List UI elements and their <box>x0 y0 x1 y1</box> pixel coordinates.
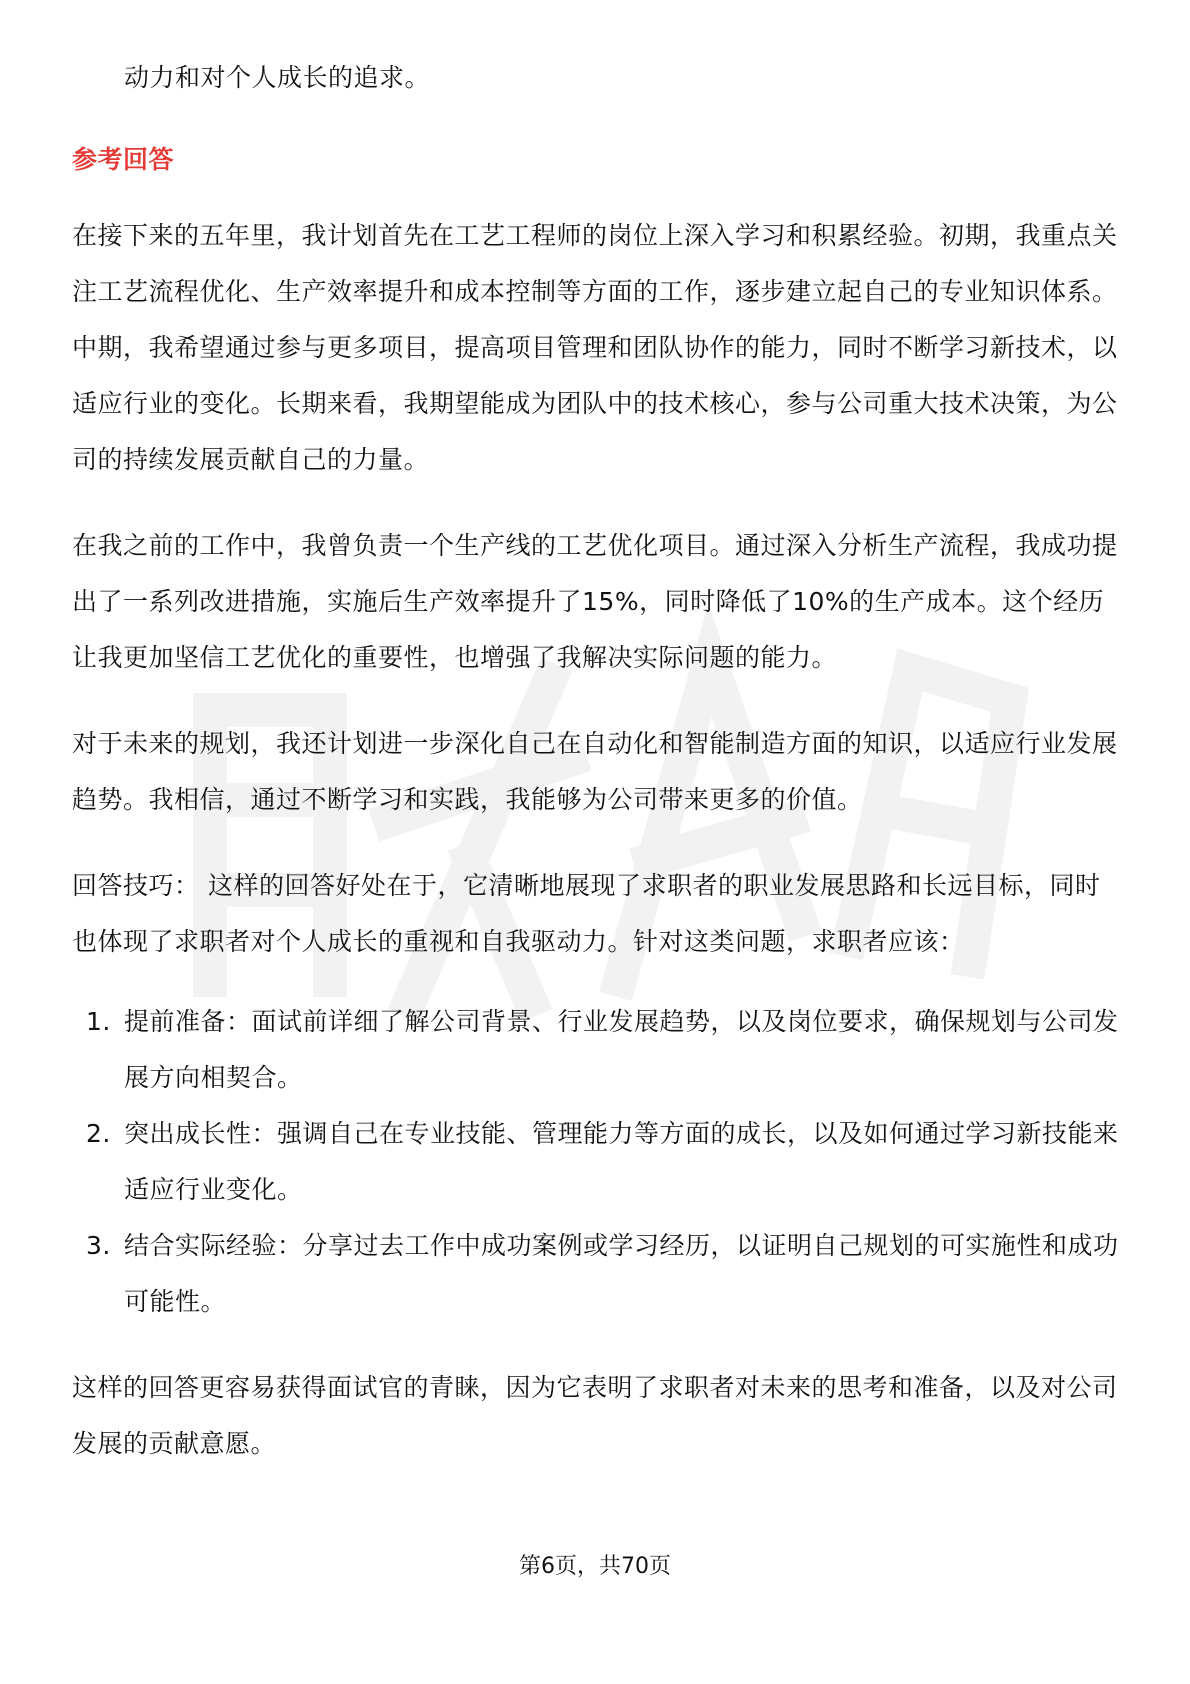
list-item <box>72 1106 1122 1218</box>
paragraph-closing: 这样的回答更容易获得面试官的青睐，因为它表明了求职者对未来的思考和准备，以及对公司发展的贡献意愿。 <box>72 1373 1118 1458</box>
list-text: 突出成长性：强调自己在专业技能、管理能力等方面的成长，以及如何通过学习新技能来适应行业变化。 <box>124 1119 1119 1204</box>
list-number: 2. <box>86 1119 111 1148</box>
list-item <box>72 1218 1122 1330</box>
page-number: 第6页，共70页 <box>519 1554 671 1579</box>
paragraph-tips: 回答技巧： 这样的回答好处在于，它清晰地展现了求职者的职业发展思路和长远目标，同时也体现了求职者对个人成长的重视和自我驱动力。针对这类问题，求职者应该： <box>72 871 1101 956</box>
list-text: 结合实际经验：分享过去工作中成功案例或学习经历，以证明自己规划的可实施性和成功可能性。 <box>124 1231 1119 1316</box>
list-number: 1. <box>86 1007 111 1036</box>
document-body <box>72 50 1122 1472</box>
paragraph-future: 对于未来的规划，我还计划进一步深化自己在自动化和智能制造方面的知识，以适应行业发展趋势。我相信，通过不断学习和实践，我能够为公司带来更多的价值。 <box>72 729 1118 814</box>
paragraph-experience: 在我之前的工作中，我曾负责一个生产线的工艺优化项目。通过深入分析生产流程，我成功提出了一系列改进措施，实施后生产效率提升了15%，同时降低了10%的生产成本。这个经历让我更加坚信工艺优化的重要性，也增强了我解决实际问题的能力。 <box>72 531 1118 672</box>
list-text: 提前准备：面试前详细了解公司背景、行业发展趋势，以及岗位要求，确保规划与公司发展方向相契合。 <box>124 1007 1119 1092</box>
list-number: 3. <box>86 1231 111 1260</box>
list-item <box>72 994 1122 1106</box>
continuation-text: 动力和对个人成长的追求。 <box>124 63 431 92</box>
tips-list <box>72 994 1122 1330</box>
section-heading: 参考回答 <box>72 145 175 174</box>
paragraph-plan: 在接下来的五年里，我计划首先在工艺工程师的岗位上深入学习和积累经验。初期，我重点关注工艺流程优化、生产效率提升和成本控制等方面的工作，逐步建立起自己的专业知识体系。中期，我希望通过参与更多项目，提高项目管理和团队协作的能力，同时不断学习新技术，以适应行业的变化。长期来看，我期望能成为团队中的技术核心，参与公司重大技术决策，为公司的持续发展贡献自己的力量。 <box>72 221 1118 474</box>
